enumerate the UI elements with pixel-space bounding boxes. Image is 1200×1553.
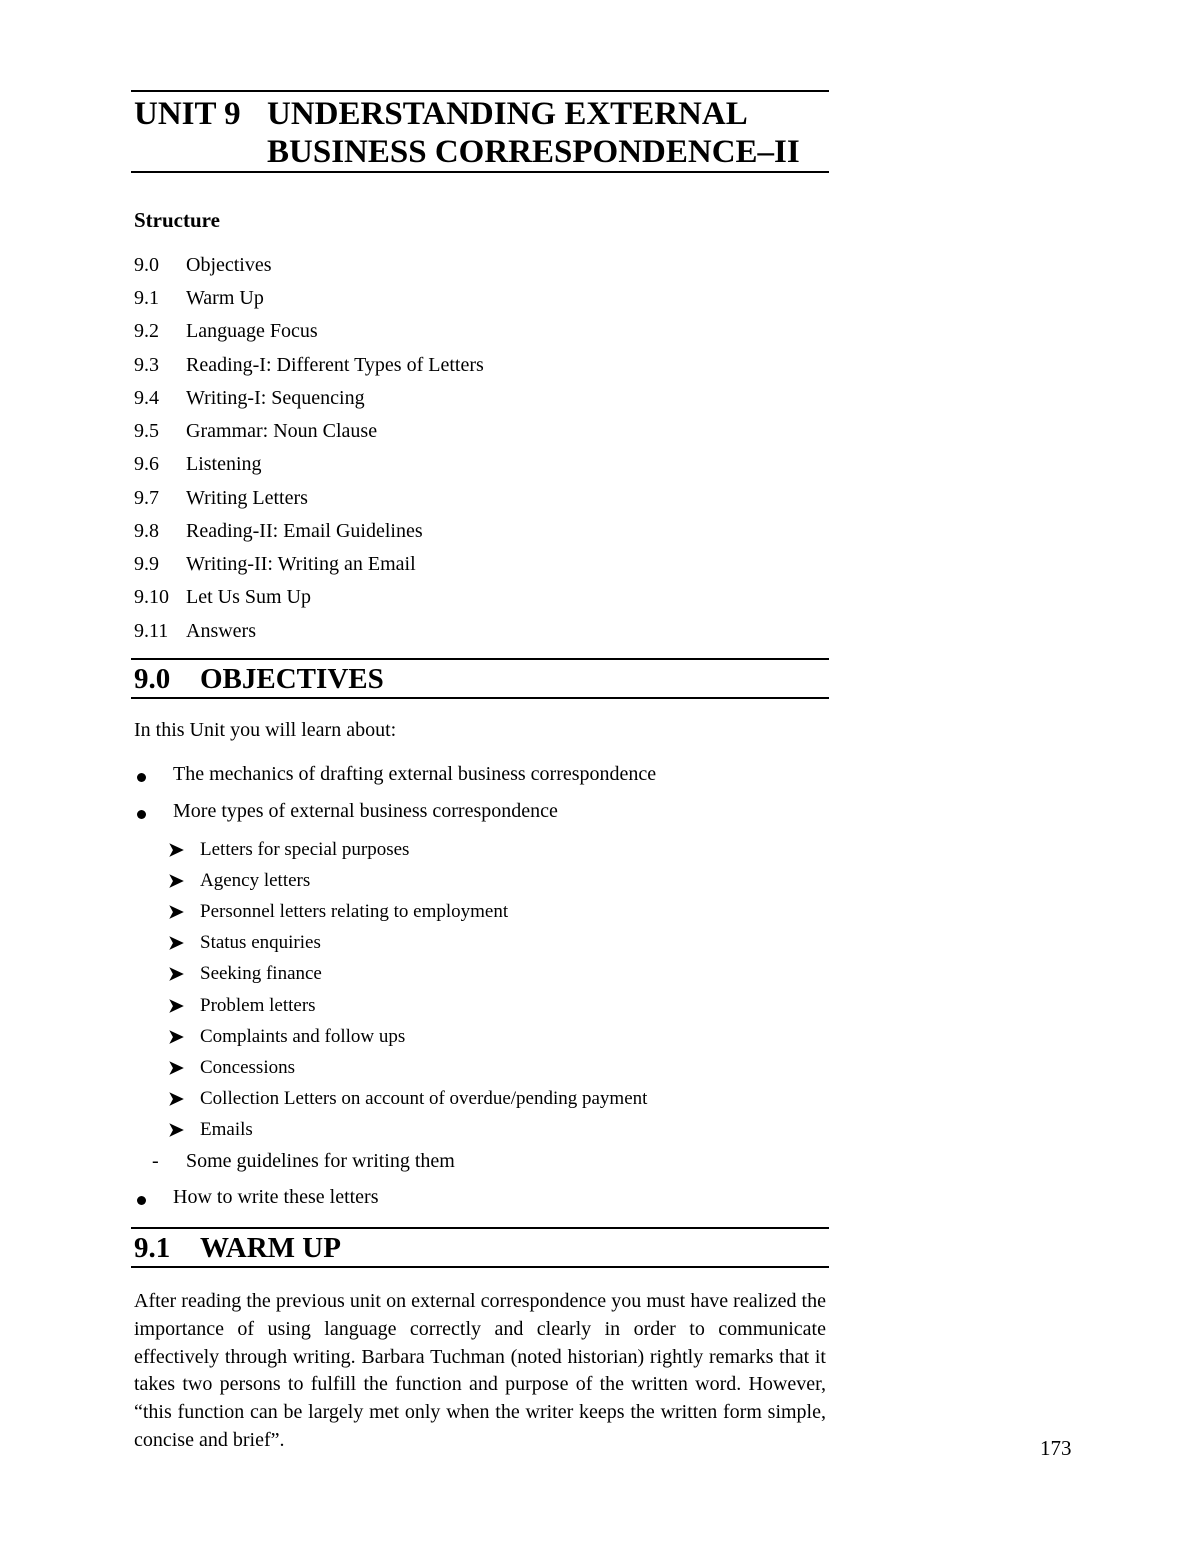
arrow-bullet-icon: ➤ [168,996,184,1017]
sub-list-text: Concessions [200,1057,295,1078]
toc-label: Listening [186,453,262,475]
dash-text: Some guidelines for writing them [186,1150,455,1172]
bullet-text: The mechanics of drafting external business correspondence [173,763,657,785]
bullet-dot-icon [137,1196,146,1205]
arrow-bullet-icon: ➤ [168,964,184,985]
toc-label: Objectives [186,254,272,276]
sub-list-text: Personnel letters relating to employment [200,901,509,922]
toc-number: 9.5 [134,420,159,442]
sub-list-text: Collection Letters on account of overdue/pending payment [200,1088,648,1109]
toc-label: Writing-I: Sequencing [186,387,365,409]
toc-number: 9.10 [134,586,169,608]
sub-list-text: Agency letters [200,870,311,891]
unit-title-line-1: UNDERSTANDING EXTERNAL [267,96,748,132]
unit-title-line-2: BUSINESS CORRESPONDENCE–II [267,134,800,170]
toc-label: Writing-II: Writing an Email [186,553,416,575]
section-title: OBJECTIVES [200,663,384,695]
arrow-bullet-icon: ➤ [168,933,184,954]
sub-list-text: Problem letters [200,995,316,1016]
toc-number: 9.7 [134,487,159,509]
toc-label: Answers [186,620,256,642]
toc-number: 9.8 [134,520,159,542]
unit-label: UNIT 9 [134,96,241,132]
sub-list-text: Complaints and follow ups [200,1026,406,1047]
structure-heading: Structure [134,208,220,232]
arrow-bullet-icon: ➤ [168,1120,184,1141]
toc-label: Writing Letters [186,487,308,509]
warmup-top-rule [131,1227,829,1229]
toc-label: Reading-I: Different Types of Letters [186,354,484,376]
bullet-dot-icon [137,773,146,782]
toc-number: 9.9 [134,553,159,575]
toc-number: 9.6 [134,453,159,475]
arrow-bullet-icon: ➤ [168,1089,184,1110]
arrow-bullet-icon: ➤ [168,840,184,861]
sub-list-text: Seeking finance [200,963,322,984]
arrow-bullet-icon: ➤ [168,1027,184,1048]
page-number: 173 [1040,1436,1072,1460]
bullet-text: How to write these letters [173,1186,379,1208]
objectives-intro: In this Unit you will learn about: [134,719,397,741]
toc-number: 9.11 [134,620,169,642]
warmup-bottom-rule [131,1266,829,1268]
toc-number: 9.0 [134,254,159,276]
bullet-text: More types of external business correspondence [173,800,558,822]
title-bottom-rule [131,171,829,173]
section-title: WARM UP [200,1232,341,1264]
toc-label: Grammar: Noun Clause [186,420,378,442]
title-top-rule [131,90,829,92]
sub-list-text: Letters for special purposes [200,839,410,860]
toc-number: 9.1 [134,287,159,309]
arrow-bullet-icon: ➤ [168,1058,184,1079]
warmup-paragraph: After reading the previous unit on external correspondence you must have realized the importance of using language correctly and clearly in order to communicate effectively through writing. Barbara Tuchman (noted historian) rightly remarks that it takes two persons to fulfill the function and purpose of the written word. However, “this function can be largely met only when the writer keeps the written form simple, concise and brief”. [134,1290,826,1451]
toc-number: 9.2 [134,320,159,342]
arrow-bullet-icon: ➤ [168,871,184,892]
toc-label: Warm Up [186,287,264,309]
bullet-dot-icon [137,810,146,819]
toc-label: Reading-II: Email Guidelines [186,520,423,542]
objectives-bottom-rule [131,697,829,699]
toc-label: Language Focus [186,320,318,342]
toc-number: 9.3 [134,354,159,376]
section-number: 9.1 [134,1232,171,1264]
toc-number: 9.4 [134,387,159,409]
arrow-bullet-icon: ➤ [168,902,184,923]
sub-list-text: Emails [200,1119,253,1140]
section-number: 9.0 [134,663,171,695]
objectives-top-rule [131,658,829,660]
toc-label: Let Us Sum Up [186,586,311,608]
dash-icon: - [152,1150,159,1172]
sub-list-text: Status enquiries [200,932,321,953]
